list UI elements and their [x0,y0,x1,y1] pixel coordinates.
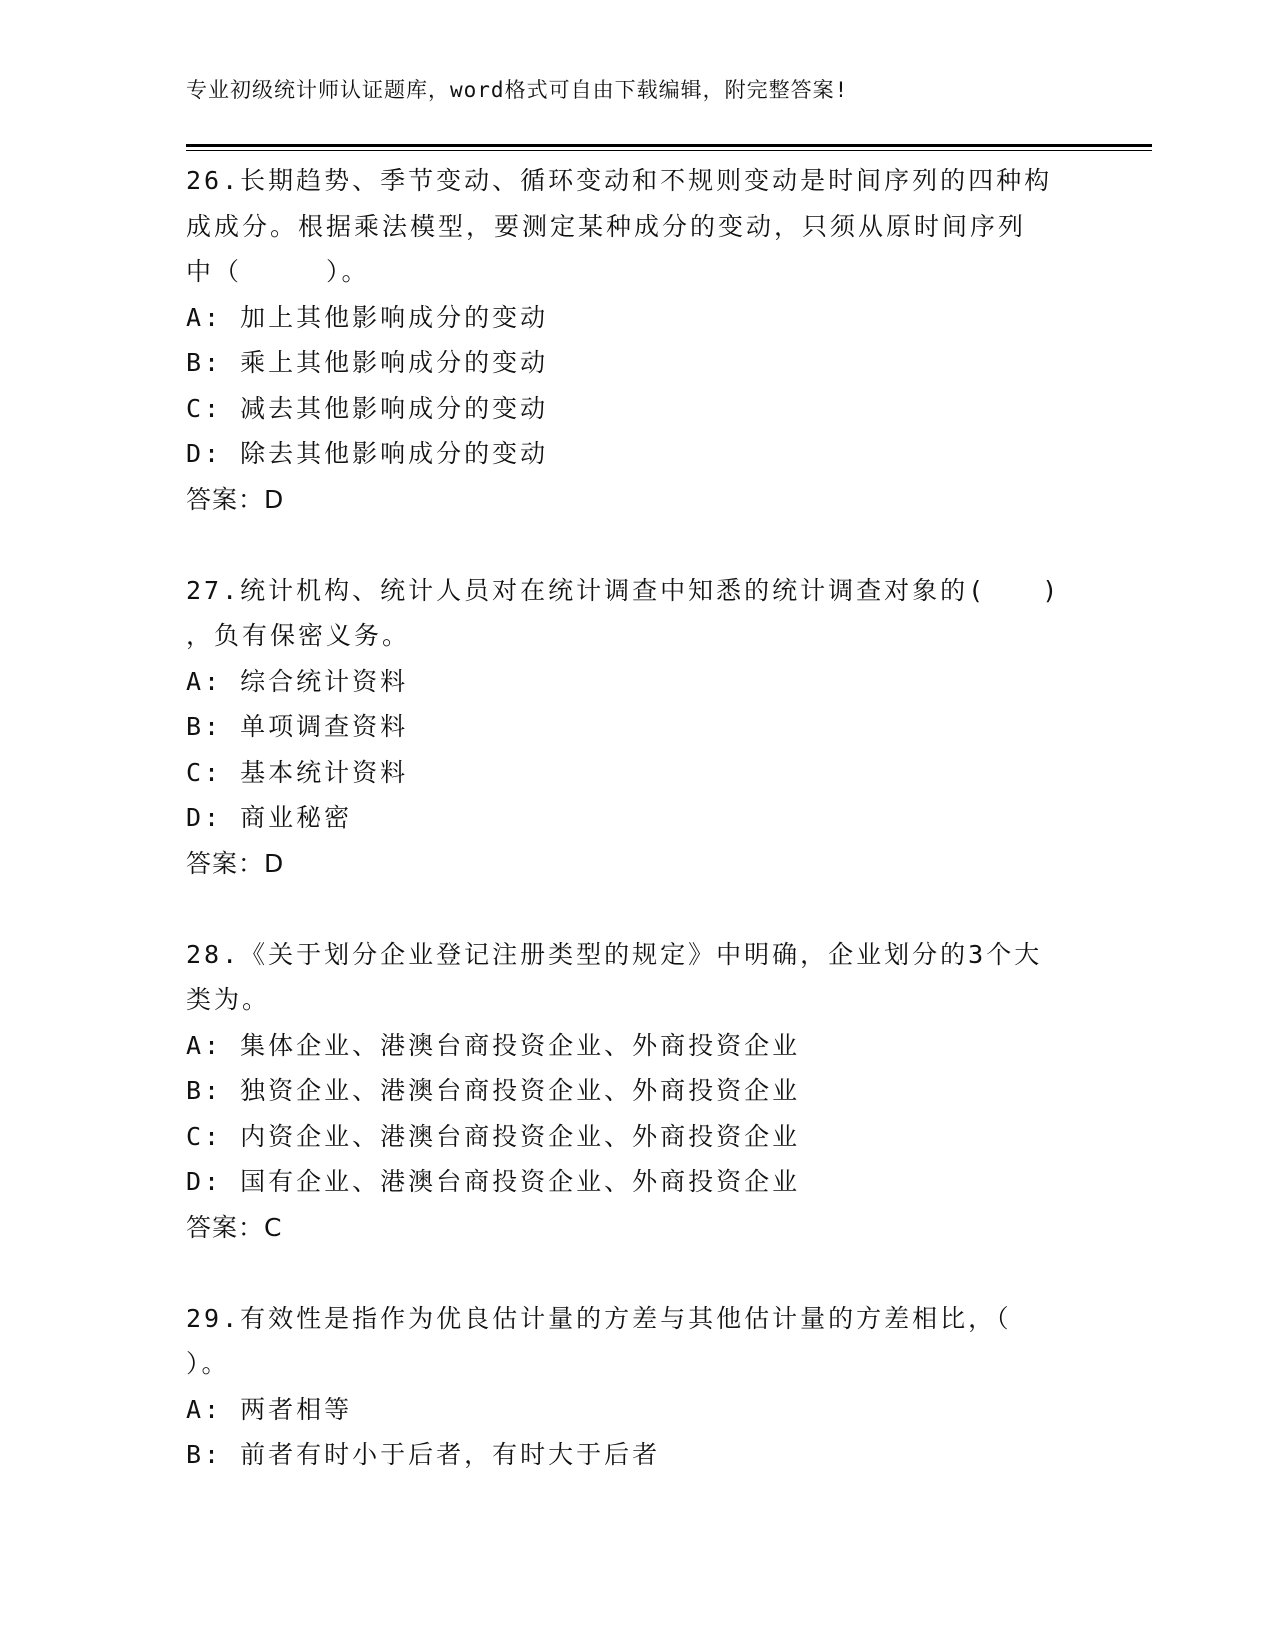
option-a: A: 两者相等 [186,1394,353,1424]
option-d: D: 商业秘密 [186,803,353,832]
option-d: D: 除去其他影响成分的变动 [186,439,549,468]
header-rule-thick [186,144,1152,147]
question-text-line: 中（ ）。 [186,257,370,286]
option-c: C: 内资企业、港澳台商投资企业、外商投资企业 [186,1121,801,1151]
option-a: A: 加上其他影响成分的变动 [186,302,549,332]
option-a: A: 综合统计资料 [186,666,409,696]
answer-line: 答案：D [186,848,285,878]
question-29 [186,1296,1086,1478]
question-27 [186,568,1086,887]
question-text-line: ，负有保密义务。 [186,621,411,650]
option-b: B: 独资企业、港澳台商投资企业、外商投资企业 [186,1076,801,1105]
option-c: C: 基本统计资料 [186,757,409,787]
question-list [186,158,1086,1523]
question-text-line: ）。 [186,1349,230,1378]
page-header: 专业初级统计师认证题库，word格式可自由下载编辑，附完整答案! [186,78,849,102]
question-26 [186,158,1086,522]
question-text-line: 28.《关于划分企业登记注册类型的规定》中明确，企业划分的3个大 [186,939,1043,969]
option-a: A: 集体企业、港澳台商投资企业、外商投资企业 [186,1030,801,1060]
question-text-line: 26.长期趋势、季节变动、循环变动和不规则变动是时间序列的四种构 [186,166,1053,195]
question-28 [186,932,1086,1251]
option-c: C: 减去其他影响成分的变动 [186,393,549,423]
question-text-line: 27.统计机构、统计人员对在统计调查中知悉的统计调查对象的( ) [186,575,1061,605]
question-text-line: 类为。 [186,985,271,1014]
option-d: D: 国有企业、港澳台商投资企业、外商投资企业 [186,1167,801,1196]
option-b: B: 单项调查资料 [186,712,409,741]
question-text-line: 29.有效性是指作为优良估计量的方差与其他估计量的方差相比，（ [186,1303,1012,1333]
question-text-line: 成成分。根据乘法模型，要测定某种成分的变动，只须从原时间序列 [186,211,1027,241]
option-b: B: 乘上其他影响成分的变动 [186,348,549,377]
header-rule-thin [186,150,1152,151]
option-b: B: 前者有时小于后者，有时大于后者 [186,1440,661,1469]
answer-line: 答案：C [186,1212,283,1242]
answer-line: 答案：D [186,484,285,514]
